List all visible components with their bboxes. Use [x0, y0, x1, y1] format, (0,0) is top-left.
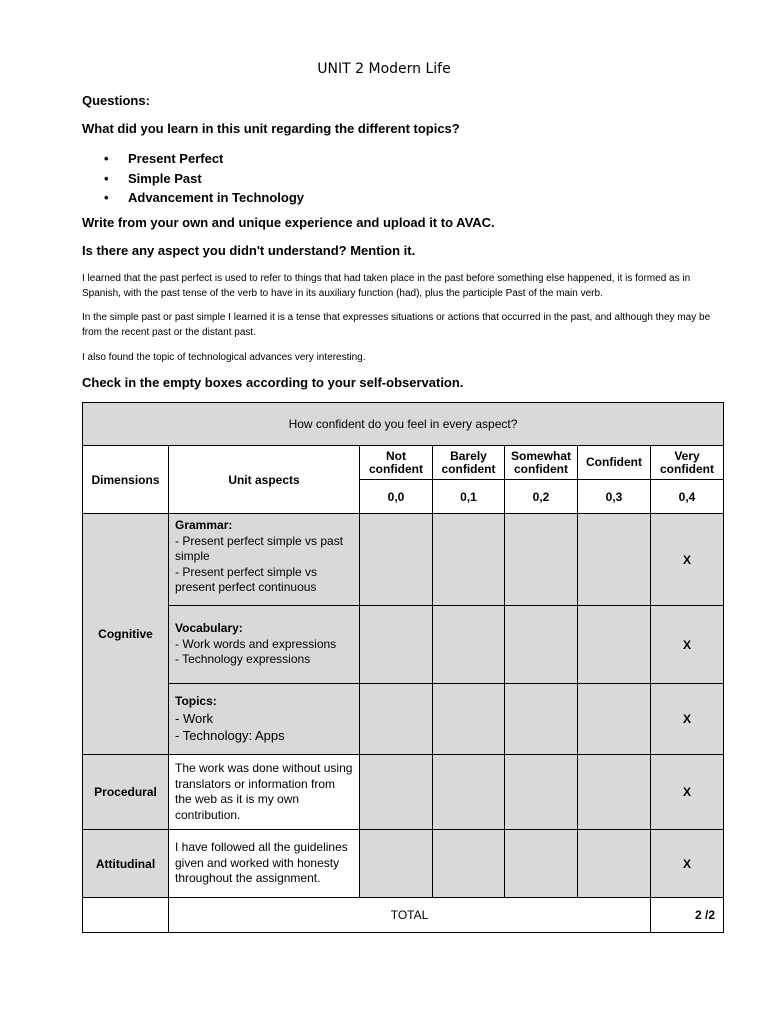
total-value: 2 /2: [651, 898, 724, 933]
check-box[interactable]: [433, 684, 505, 755]
check-box[interactable]: [433, 830, 505, 898]
table-row: [83, 684, 724, 755]
level-score: 0,0: [360, 480, 433, 514]
level-header: Somewhat confident: [505, 446, 578, 480]
check-box[interactable]: [505, 684, 578, 755]
aspect-line: - Technology expressions: [175, 652, 311, 667]
dimension-attitudinal: Attitudinal: [83, 830, 169, 898]
check-box[interactable]: [360, 830, 433, 898]
aspect-attitudinal: I have followed all the guidelines given and worked with honesty throughout the assignment.: [169, 830, 360, 898]
dimensions-header: Dimensions: [83, 446, 169, 514]
aspect-line: - Technology: Apps: [175, 727, 285, 743]
bullet-icon: •: [104, 151, 109, 166]
table-row: [83, 830, 724, 898]
level-header: Not confident: [360, 446, 433, 480]
list-item: • Present Perfect: [104, 151, 224, 166]
question-topics: What did you learn in this unit regarding the different topics?: [82, 121, 460, 136]
bullet-icon: •: [104, 170, 109, 186]
aspect-heading: Vocabulary:: [175, 621, 243, 636]
level-header: Confident: [578, 446, 651, 480]
level-score: 0,1: [433, 480, 505, 514]
check-box[interactable]: [360, 755, 433, 830]
aspect-line: - Present perfect simple vs present perfect continuous: [175, 564, 318, 594]
level-score: 0,2: [505, 480, 578, 514]
check-mark[interactable]: X: [651, 606, 724, 684]
check-box[interactable]: [505, 755, 578, 830]
check-box[interactable]: [578, 684, 651, 755]
check-box[interactable]: [505, 830, 578, 898]
aspect-line: - Work: [175, 710, 214, 726]
aspect-line: - Work words and expressions: [175, 636, 337, 651]
answer-paragraph: I learned that the past perfect is used to refer to things that had taken place in the past before something else happened, it is formed as in Spanish, with the past tense of the verb to have in its auxiliary function (had), plus the participle Past of the main verb.: [82, 273, 691, 299]
check-box[interactable]: [578, 830, 651, 898]
total-spacer: [83, 898, 169, 933]
check-box[interactable]: [505, 514, 578, 606]
aspect-vocabulary: [169, 606, 360, 684]
check-box[interactable]: [578, 514, 651, 606]
dimension-procedural: Procedural: [83, 755, 169, 830]
question-understand: Is there any aspect you didn't understand? Mention it.: [82, 243, 416, 258]
aspect-line: - Present perfect simple vs past simple: [175, 533, 344, 563]
aspect-topics: [169, 684, 360, 755]
level-score: 0,4: [651, 480, 724, 514]
page-title: UNIT 2 Modern Life: [317, 61, 451, 77]
check-box[interactable]: [360, 684, 433, 755]
table-row: [83, 755, 724, 830]
list-item: • Advancement in Technology: [104, 190, 305, 205]
total-label: TOTAL: [169, 898, 651, 933]
bullet-icon: •: [104, 190, 109, 205]
instruction-upload: Write from your own and unique experience and upload it to AVAC.: [82, 215, 495, 230]
check-box[interactable]: [433, 606, 505, 684]
level-header: Barely confident: [433, 446, 505, 480]
level-score: 0,3: [578, 480, 651, 514]
aspect-heading: Grammar:: [175, 518, 233, 532]
check-mark[interactable]: X: [651, 755, 724, 830]
check-instruction: Check in the empty boxes according to your self-observation.: [82, 375, 464, 390]
aspect-heading: Topics:: [175, 694, 217, 709]
check-box[interactable]: [578, 606, 651, 684]
check-mark[interactable]: X: [651, 684, 724, 755]
table-heading: How confident do you feel in every aspect?: [83, 403, 724, 446]
check-box[interactable]: [578, 755, 651, 830]
total-row: [83, 898, 724, 933]
unit-aspects-header: Unit aspects: [169, 446, 360, 514]
check-box[interactable]: [505, 606, 578, 684]
check-mark[interactable]: X: [651, 514, 724, 606]
dimension-cognitive: Cognitive: [83, 514, 169, 755]
self-assessment-table: [82, 402, 724, 933]
check-box[interactable]: [433, 514, 505, 606]
answer-paragraph: I also found the topic of technological advances very interesting.: [82, 352, 366, 363]
list-item: • Simple Past: [104, 170, 202, 186]
aspect-procedural: The work was done without using translators or information from the web as it is my own contribution.: [169, 755, 360, 830]
questions-label: Questions:: [82, 93, 150, 108]
answer-paragraph: In the simple past or past simple I learned it is a tense that expresses situations or actions that occurred in the past, and although they may be from the recent past or the distant past.: [82, 312, 711, 338]
level-header: Very confident: [651, 446, 724, 480]
check-box[interactable]: [360, 514, 433, 606]
check-box[interactable]: [360, 606, 433, 684]
topics-list: [104, 149, 304, 208]
aspect-grammar: [169, 514, 360, 606]
table-row: [83, 606, 724, 684]
check-box[interactable]: [433, 755, 505, 830]
table-row: [83, 514, 724, 606]
check-mark[interactable]: X: [651, 830, 724, 898]
